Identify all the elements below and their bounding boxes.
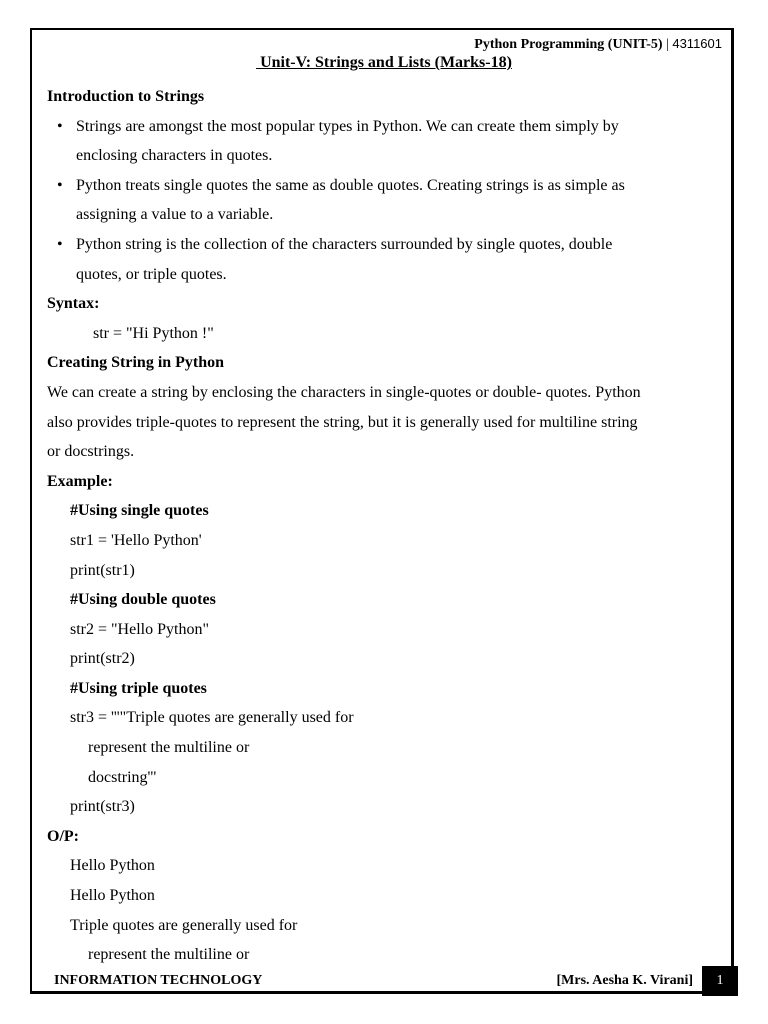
page-header (474, 36, 722, 53)
paragraph-line: or docstrings. (47, 443, 135, 461)
page-number: 1 (702, 966, 738, 996)
code-line: print(str2) (70, 650, 135, 668)
footer-department: INFORMATION TECHNOLOGY (54, 973, 263, 988)
bullet-item (47, 171, 727, 201)
bullet-dot: • (57, 117, 63, 135)
code-line: str3 = '''"Triple quotes are generally used for (70, 709, 354, 727)
bullet-text-continued: assigning a value to a variable. (76, 206, 274, 224)
bullet-item (47, 112, 727, 142)
code-comment: #Using single quotes (70, 502, 209, 520)
bullet-text: Strings are amongst the most popular types in Python. We can create them simply by (76, 117, 619, 135)
header-separator: | (662, 37, 673, 52)
course-code: 4311601 (672, 36, 722, 51)
paragraph-line: also provides triple-quotes to represent the string, but it is generally used for multiline string (47, 413, 638, 431)
output-line: Hello Python (70, 887, 155, 905)
code-comment: #Using triple quotes (70, 679, 207, 697)
code-line: print(str1) (70, 561, 135, 579)
example-heading: Example: (47, 472, 113, 490)
output-line: Triple quotes are generally used for (70, 916, 298, 934)
code-line: str2 = "Hello Python" (70, 620, 209, 638)
code-line: docstring''' (88, 768, 157, 786)
output-line: Hello Python (70, 857, 155, 875)
course-title: Python Programming (UNIT-5) (474, 37, 663, 52)
bullet-text: Python string is the collection of the characters surrounded by single quotes, double (76, 235, 613, 253)
code-comment: #Using double quotes (70, 591, 216, 609)
output-line: represent the multiline or (88, 946, 250, 964)
bullet-dot: • (57, 235, 63, 253)
paragraph-line: We can create a string by enclosing the characters in single-quotes or double- quotes. Python (47, 383, 641, 401)
bullet-text: Python treats single quotes the same as double quotes. Creating strings is as simple as (76, 176, 625, 194)
document-body (47, 82, 727, 970)
output-heading: O/P: (47, 827, 79, 845)
creating-heading: Creating String in Python (47, 354, 225, 372)
bullet-dot: • (57, 176, 63, 194)
code-line: represent the multiline or (88, 739, 250, 757)
syntax-code: str = "Hi Python !" (93, 324, 214, 342)
unit-title: Unit-V: Strings and Lists (Marks-18) (256, 54, 512, 71)
footer-author: [Mrs. Aesha K. Virani] (556, 973, 693, 988)
bullet-text-continued: enclosing characters in quotes. (76, 147, 273, 165)
bullet-item (47, 230, 727, 260)
code-line: print(str3) (70, 798, 135, 816)
bullet-text-continued: quotes, or triple quotes. (76, 265, 227, 283)
code-line: str1 = 'Hello Python' (70, 531, 202, 549)
syntax-heading: Syntax: (47, 295, 100, 313)
intro-heading: Introduction to Strings (47, 88, 205, 105)
